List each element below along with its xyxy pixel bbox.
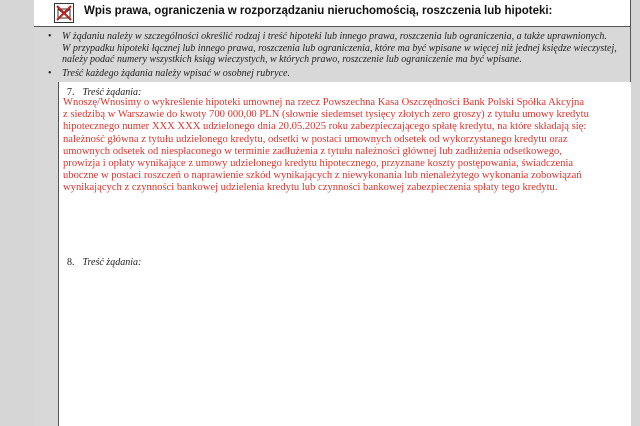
field-label-text: Treść żądania: xyxy=(82,87,142,98)
content-line: z siedzibą w Warszawie do kwoty 700 000,00 PLN (słownie siedemset tysięcy złotych zero groszy) z tytułu umowy kredytu xyxy=(63,109,589,121)
request-field-8[interactable] xyxy=(58,252,631,426)
form-section xyxy=(34,0,630,426)
content-line: uboczne w postaci roszczeń o naprawienie szkód wynikających z niewykonania lub nienależytego wykonania zobowiązań xyxy=(63,170,582,182)
content-line: umownych odsetek od niespłaconego w terminie zadłużenia z tytułu należności głównej lub zadłużenia odsetkowego, xyxy=(63,145,562,157)
field-label xyxy=(67,257,141,268)
instructions-box xyxy=(34,27,630,83)
field-gutter xyxy=(34,82,58,426)
content-line: hipotecznego numer XXX XXX udzielonego dnia 20.05.2025 roku zabezpieczającego spłatę kredytu, na które składają się: xyxy=(63,121,587,133)
bullet-icon: • xyxy=(48,31,52,42)
field-content[interactable] xyxy=(63,97,623,195)
content-line: wynikających z czynności bankowej udzielenia kredytu lub czynności bankowej zabezpieczenia spłaty tego kredytu. xyxy=(63,182,558,194)
left-margin-band xyxy=(0,0,35,426)
content-line: należność główna z tytułu udzielonego kredytu, odsetki w postaci umownych odsetek od wykorzystanego kredytu oraz xyxy=(63,133,568,145)
field-number: 8. xyxy=(67,257,75,268)
content-line: prowizja i opłaty wynikające z umowy udzielonego kredytu hipotecznego, przyznane koszty postępowania, świadczenia xyxy=(63,158,574,170)
bullet-icon: • xyxy=(48,68,52,79)
section-header xyxy=(34,0,630,27)
instruction-line: Treść każdego żądania należy wpisać w osobnej rubryce. xyxy=(62,68,290,79)
request-field-7[interactable] xyxy=(58,82,631,253)
instruction-line: W żądaniu należy w szczególności określić rodzaj i treść hipoteki lub innego prawa, roszczenia lub ograniczenia, a także uprawnionych. xyxy=(62,31,607,42)
crossed-envelope-icon xyxy=(54,3,74,23)
instruction-line: W przypadku hipoteki łącznej lub innego prawa, roszczenia lub ograniczenia, które ma być wpisane w więcej niż jednej księdze wieczystej, xyxy=(62,42,617,54)
content-line: Wnoszę/Wnosimy o wykreślenie hipoteki umownej na rzecz Powszechna Kasa Oszczędności Bank Polski Spółka Akcyjna xyxy=(63,97,585,108)
section-title: Wpis prawa, ograniczenia w rozporządzaniu nieruchomością, roszczenia lub hipoteki: xyxy=(84,5,553,17)
field-label-text: Treść żądania: xyxy=(82,257,142,268)
instruction-line: należy podać numery wszystkich ksiąg wieczystych, w których prawo, roszczenie lub ograniczenie ma być wpisane. xyxy=(62,54,522,65)
field-number: 7. xyxy=(67,87,75,98)
right-margin-band xyxy=(630,0,640,426)
